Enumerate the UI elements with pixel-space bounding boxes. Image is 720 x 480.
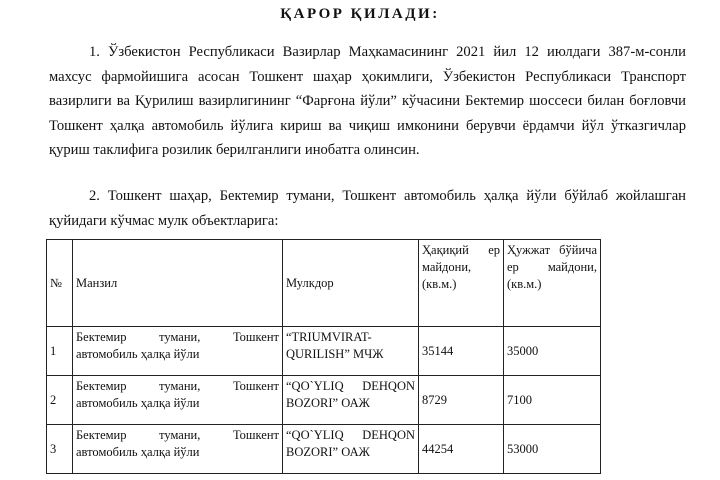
decision-heading: ҚАРОР ҚИЛАДИ: — [280, 6, 440, 22]
paragraph-1: 1. Ўзбекистон Республикаси Вазирлар Маҳкамасининг 2021 йил 12 июлдаги 387-м-сонли махсус фармойишига асосан Тошкент шаҳар ҳокимлиги, Ўзбекистон Республикаси Транспорт вазирлиги ва Қурилиш вазирлигининг “Фарғона йўли” кўчасини Бектемир шоссеси билан боғловчи Тошкент ҳалқа автомобиль йўлига кириш ва чиқиш имконини берувчи ёрдамчи йўл ўтказгичлар қуриш таклифига розилик берилганлиги инобатга олинсин. — [49, 44, 686, 158]
header-owner: Мулкдор — [283, 240, 419, 327]
table-row — [47, 425, 601, 474]
row-actual-area: 44254 — [419, 425, 504, 474]
row-address: Бектемир тумани, Тошкент автомобиль ҳалқа йўли — [73, 376, 283, 425]
row-doc-area: 53000 — [504, 425, 601, 474]
row-no: 2 — [47, 376, 73, 425]
header-address: Манзил — [73, 240, 283, 327]
table-row — [47, 376, 601, 425]
row-address: Бектемир тумани, Тошкент автомобиль ҳалқа йўли — [73, 425, 283, 474]
row-owner: “QO`YLIQ DEHQON BOZORI” ОАЖ — [283, 425, 419, 474]
header-actual-area: Ҳақиқий ер майдони, (кв.м.) — [419, 240, 504, 327]
paragraph-2: 2. Тошкент шаҳар, Бектемир тумани, Тошкент автомобиль ҳалқа йўли бўйлаб жойлашган қуйидаги кўчмас мулк объектларига: — [49, 188, 686, 229]
row-actual-area: 35144 — [419, 327, 504, 376]
table-row — [47, 327, 601, 376]
row-doc-area: 7100 — [504, 376, 601, 425]
table-header-row — [47, 240, 601, 327]
header-no: № — [47, 240, 73, 327]
row-no: 3 — [47, 425, 73, 474]
row-address: Бектемир тумани, Тошкент автомобиль ҳалқа йўли — [73, 327, 283, 376]
property-table — [46, 239, 601, 474]
row-actual-area: 8729 — [419, 376, 504, 425]
header-doc-area: Ҳужжат бўйича ер майдони, (кв.м.) — [504, 240, 601, 327]
row-no: 1 — [47, 327, 73, 376]
row-doc-area: 35000 — [504, 327, 601, 376]
row-owner: “QO`YLIQ DEHQON BOZORI” ОАЖ — [283, 376, 419, 425]
row-owner: “TRIUMVIRAT-QURILISH” МЧЖ — [283, 327, 419, 376]
